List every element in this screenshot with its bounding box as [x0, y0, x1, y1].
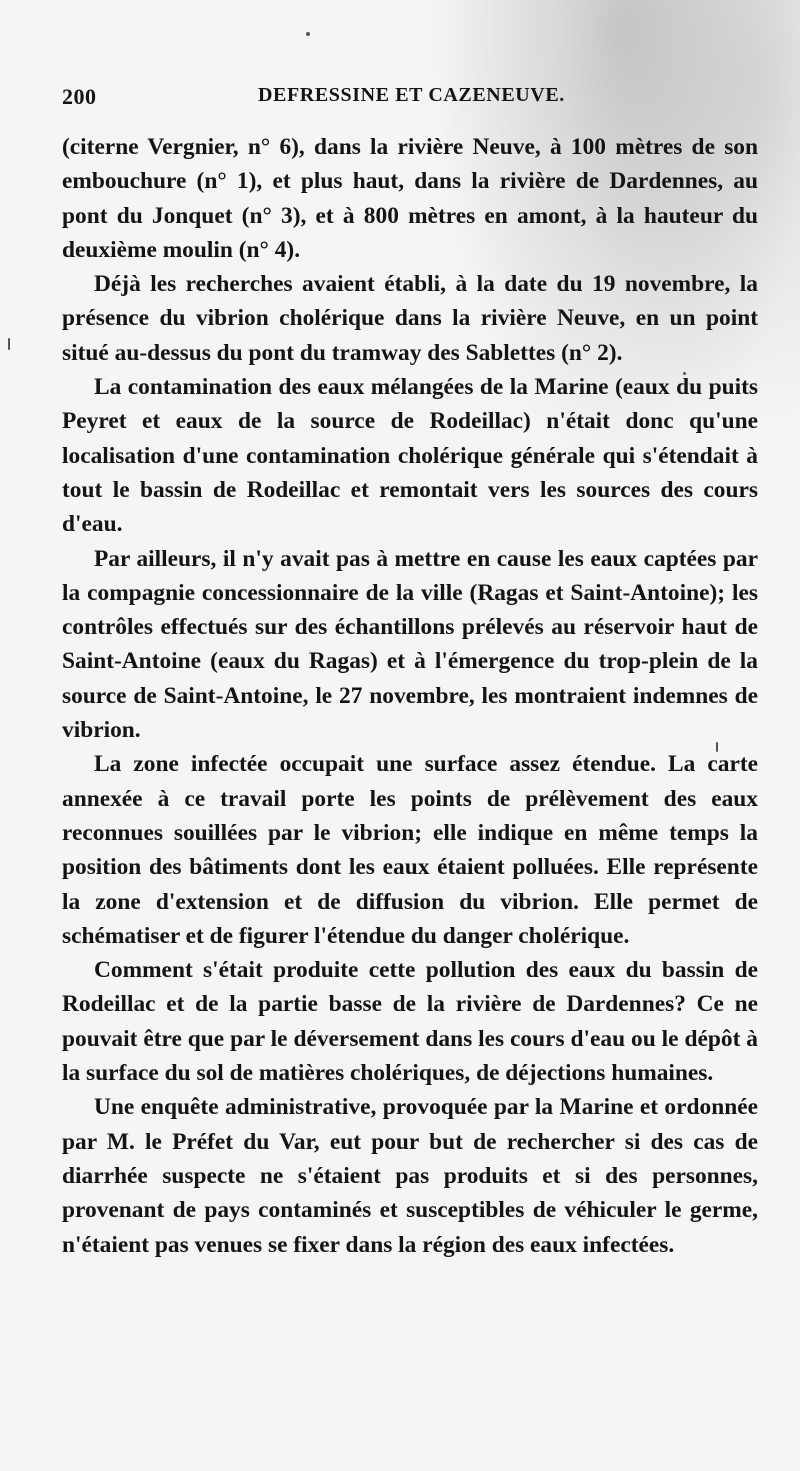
print-speck [8, 338, 10, 350]
body-text [62, 130, 758, 1262]
paragraph: Déjà les recherches avaient établi, à la date du 19 novembre, la présence du vibrion cholérique dans la rivière Neuve, en un point situé au-dessus du pont du tramway des Sablettes (n° 2). [62, 271, 758, 366]
page-number: 200 [62, 84, 97, 109]
running-title: DEFRESSINE ET CAZENEUVE. [258, 84, 565, 106]
print-speck [306, 32, 310, 36]
paragraph: Une enquête administrative, provoquée par la Marine et ordonnée par M. le Préfet du Var, eut pour but de rechercher si des cas de diarrhée suspecte ne s'étaient pas produits et si des personnes, provenant de pays contaminés et susceptibles de véhiculer le germe, n'étaient pas venues se fixer dans la région des eaux infectées. [62, 1094, 758, 1258]
paragraph: (citerne Vergnier, n° 6), dans la rivière Neuve, à 100 mètres de son embouchure (n° 1), et plus haut, dans la rivière de Dardennes, au pont du Jonquet (n° 3), et à 800 mètres en amont, à la hauteur du deuxième moulin (n° 4). [62, 134, 758, 263]
paragraph: La zone infectée occupait une surface assez étendue. La carte annexée à ce travail porte les points de prélèvement des eaux reconnues souillées par le vibrion; elle indique en même temps la position des bâtiments dont les eaux étaient polluées. Elle représente la zone d'extension et de diffusion du vibrion. Elle permet de schématiser et de figurer l'étendue du danger cholérique. [62, 751, 758, 949]
paragraph: Par ailleurs, il n'y avait pas à mettre en cause les eaux captées par la compagnie concessionnaire de la ville (Ragas et Saint-Antoine); les contrôles effectués sur des échantillons prélevés au réservoir haut de Saint-Antoine (eaux du Ragas) et à l'émergence du trop-plein de la source de Saint-Antoine, le 27 novembre, les montraient indemnes de vibrion. [62, 545, 758, 744]
paragraph: La contamination des eaux mélangées de la Marine (eaux du puits Peyret et eaux de la source de Rodeillac) n'était donc qu'une localisation d'une contamination cholérique générale qui s'étendait à tout le bassin de Rodeillac et remontait vers les sources des cours d'eau. [62, 374, 758, 538]
page-header [60, 84, 760, 118]
paragraph: Comment s'était produite cette pollution des eaux du bassin de Rodeillac et de la partie basse de la rivière de Dardennes? Ce ne pouvait être que par le déversement dans les cours d'eau ou le dépôt à la surface du sol de matières cholériques, de déjections humaines. [62, 957, 758, 1087]
